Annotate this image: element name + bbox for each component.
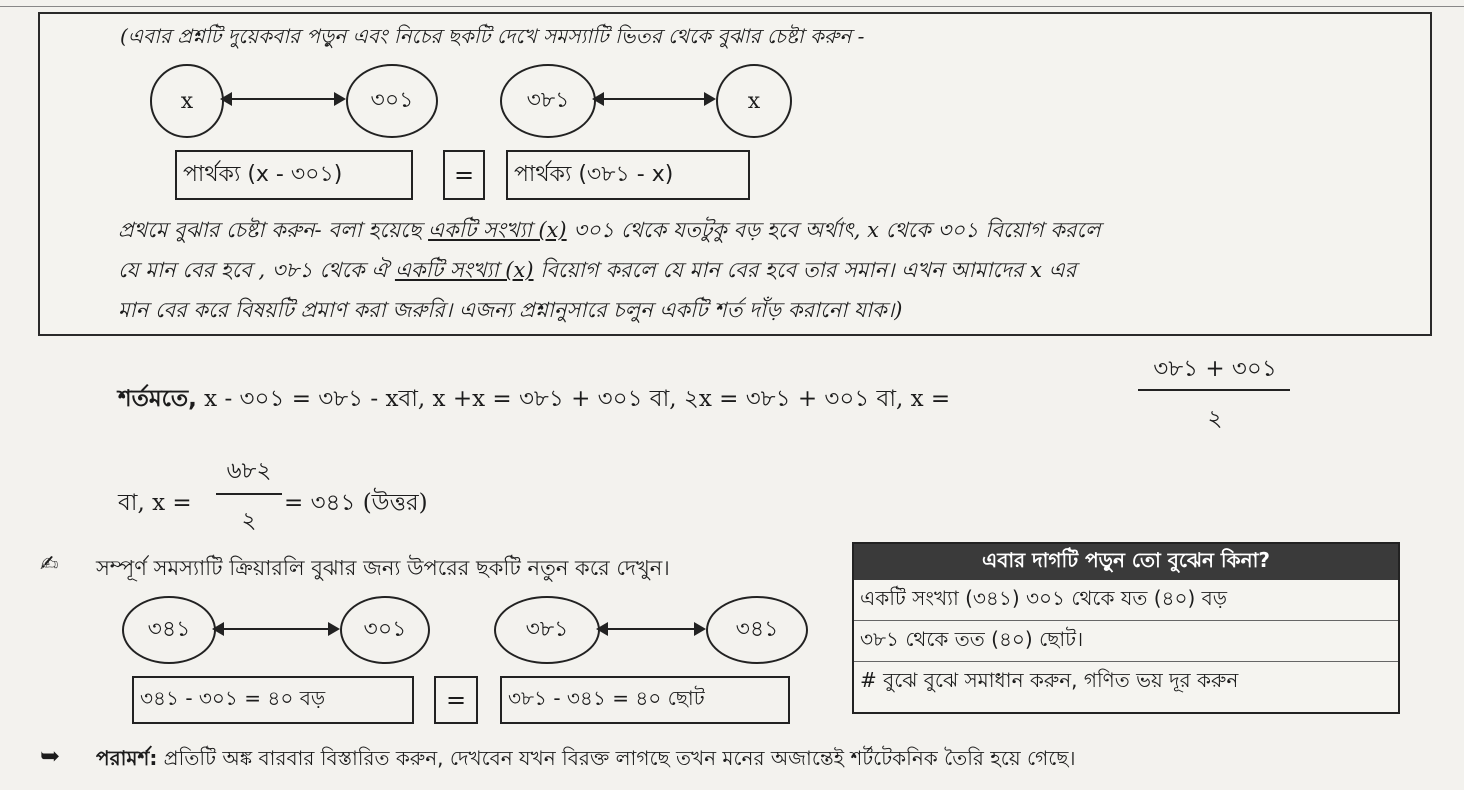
paragraph-line-3: মান বের করে বিষয়টি প্রমাণ করা জরুরি। এজন্য প্রশ্নানুসারে চলুন একটি শর্ত দাঁড় করানো যাক।): [118, 298, 903, 322]
fraction-bar: [1138, 389, 1290, 391]
equation-line-1: শর্তমতে, x - ৩০১ = ৩৮১ - xবা, x +x = ৩৮১ + ৩০১ বা, ২x = ৩৮১ + ৩০১ বা, x =: [118, 386, 951, 412]
circle-301: ৩০১: [340, 596, 430, 664]
paragraph-line-2: যে মান বের হবে , ৩৮১ থেকে ঐ একটি সংখ্যা (x) বিয়োগ করলে যে মান বের হবে তার সমান। এখন আমাদের x এর: [118, 258, 1077, 282]
circle-341-right: ৩৪১: [706, 596, 808, 664]
pen-icon: ✍: [40, 552, 59, 577]
equation-line-2-prefix: বা, x =: [118, 490, 192, 516]
double-arrow-icon: [222, 98, 344, 100]
result-box-right: ৩৮১ - ৩৪১ = ৪০ ছোট: [500, 676, 790, 724]
fraction-1-numerator: ৩৮১ + ৩০১: [1153, 356, 1277, 382]
equals-box: =: [434, 676, 478, 724]
equals-box: =: [443, 150, 485, 200]
review-text: সম্পূর্ণ সমস্যাটি ক্রিয়ারলি বুঝার জন্য উপরের ছকটি নতুন করে দেখুন।: [96, 556, 670, 580]
tip-line-2: ৩৮১ থেকে তত (৪০) ছোট।: [854, 620, 1398, 661]
circle-341: ৩৪১: [122, 596, 216, 664]
intro-text: (এবার প্রশ্নটি দুয়েকবার পড়ুন এবং নিচের ছকটি দেখে সমস্যাটি ভিতর থেকে বুঝার চেষ্টা করুন -: [120, 24, 865, 48]
fraction-2-denominator: ২: [241, 508, 257, 534]
double-arrow-icon: [598, 628, 704, 630]
result-box-left: ৩৪১ - ৩০১ = ৪০ বড়: [132, 676, 414, 724]
circle-x-left: x: [150, 64, 224, 138]
condition-label: শর্তমতে,: [118, 386, 197, 412]
double-arrow-icon: [594, 98, 714, 100]
difference-box-right: পার্থক্য (৩৮১ - x): [506, 150, 750, 200]
equation-line-2-suffix: = ৩৪১ (উত্তর): [284, 490, 428, 516]
paragraph-line-1: প্রথমে বুঝার চেষ্টা করুন- বলা হয়েছে একটি সংখ্যা (x) ৩০১ থেকে যতটুকু বড় হবে অর্থাৎ, x থেকে ৩০১ বিয়োগ করলে: [118, 218, 1101, 242]
tip-heading: এবার দাগটি পড়ুন তো বুঝেন কিনা?: [854, 544, 1398, 580]
fraction-1-denominator: ২: [1207, 406, 1223, 432]
advice-label: পরামর্শ:: [96, 746, 158, 770]
tip-line-3: # বুঝে বুঝে সমাধান করুন, গণিত ভয় দূর করুন: [854, 661, 1398, 702]
double-arrow-icon: [214, 628, 338, 630]
top-rule: [0, 0, 1464, 7]
circle-x-right: x: [716, 64, 792, 138]
circle-301: ৩০১: [346, 64, 438, 138]
circle-381: ৩৮১: [500, 64, 596, 138]
fraction-bar: [216, 493, 282, 495]
arrow-icon: ➥: [40, 742, 61, 770]
circle-381: ৩৮১: [494, 596, 600, 664]
tip-line-1: একটি সংখ্যা (৩৪১) ৩০১ থেকে যত (৪০) বড়: [860, 585, 1228, 610]
tip-box: [852, 542, 1400, 714]
advice-line: পরামর্শ: প্রতিটি অঙ্ক বারবার বিস্তারিত করুন, দেখবেন যখন বিরক্ত লাগছে তখন মনের অজান্তেই শর্টটেকনিক তৈরি হয়ে গেছে।: [96, 746, 1076, 770]
fraction-2-numerator: ৬৮২: [226, 458, 272, 484]
difference-box-left: পার্থক্য (x - ৩০১): [175, 150, 413, 200]
